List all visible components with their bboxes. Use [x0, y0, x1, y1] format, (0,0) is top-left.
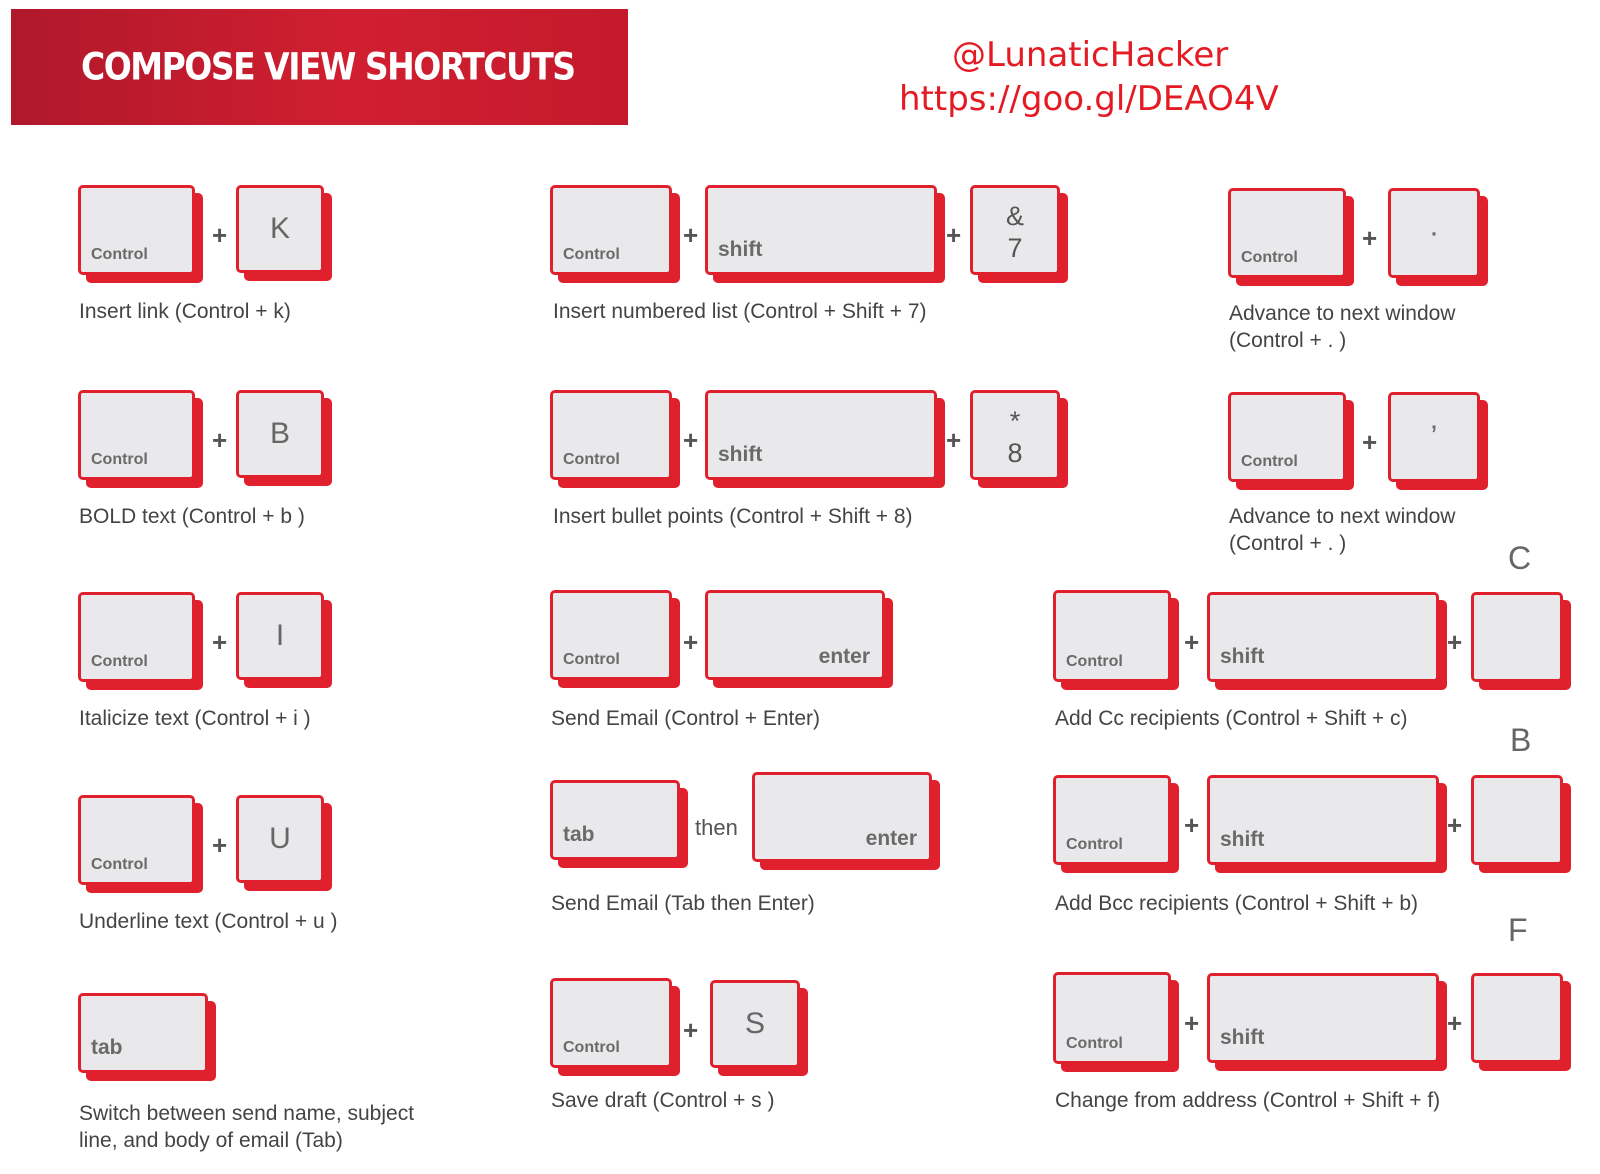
key-label: U: [269, 822, 291, 855]
shortcut-desc-bullet-points: Insert bullet points (Control + Shift + 8): [553, 505, 913, 528]
plus-sign: +: [683, 1015, 699, 1045]
u-key: [236, 795, 324, 883]
key-label: ·: [1429, 216, 1439, 249]
plus-sign: +: [946, 425, 962, 455]
shortcut-desc-send-tab-enter: Send Email (Tab then Enter): [551, 892, 815, 915]
shift-key: [1207, 973, 1439, 1063]
s-key: [710, 980, 800, 1068]
plus-sign: +: [1447, 1008, 1463, 1038]
enter-key: [752, 772, 932, 862]
shortcut-desc-next-window-2b: (Control + . ): [1229, 532, 1347, 555]
key-label: Control: [563, 451, 620, 468]
key-shift-char: &: [1005, 201, 1024, 231]
tab-key: [78, 993, 208, 1073]
control-key: [78, 185, 195, 275]
control-key: [1053, 972, 1171, 1064]
key-label: Control: [91, 246, 148, 263]
key-label: [973, 405, 1057, 469]
key-label: tab: [91, 1036, 123, 1059]
key-label: tab: [563, 823, 595, 846]
source-link: https://goo.gl/DEAO4V: [899, 79, 1279, 119]
key-label: Control: [1241, 453, 1298, 470]
shortcut-desc-send-enter: Send Email (Control + Enter): [551, 707, 821, 730]
tab-key: [550, 780, 680, 860]
plus-sign: +: [212, 220, 228, 250]
side-letter-b: B: [1510, 722, 1532, 758]
k-key: [236, 185, 324, 273]
key-label: enter: [818, 645, 870, 668]
key-label: enter: [865, 827, 917, 850]
key-label: shift: [1220, 828, 1265, 851]
key-label: shift: [1220, 645, 1265, 668]
key-label: Control: [563, 651, 620, 668]
shortcut-desc-switch-line1: Switch between send name, subject: [79, 1102, 415, 1125]
key-label: shift: [718, 238, 763, 261]
control-key: [78, 592, 195, 682]
title-banner: [11, 9, 628, 125]
shortcut-desc-switch-line2: line, and body of email (Tab): [79, 1129, 343, 1152]
c-key: [1471, 592, 1563, 682]
shift-key: [1207, 592, 1439, 682]
control-key: [550, 390, 672, 480]
control-key: [78, 795, 195, 885]
shortcut-desc-add-bcc: Add Bcc recipients (Control + Shift + b): [1055, 892, 1418, 915]
key-label: Control: [563, 1039, 620, 1056]
shortcut-desc-numbered-list: Insert numbered list (Control + Shift + 7): [553, 300, 927, 323]
shift-key: [705, 185, 937, 275]
b-key: [236, 390, 324, 478]
plus-sign: +: [1184, 810, 1200, 840]
shortcut-desc-add-cc: Add Cc recipients (Control + Shift + c): [1055, 707, 1408, 730]
key-label: Control: [91, 451, 148, 468]
shortcut-desc-italic: Italicize text (Control + i ): [79, 707, 311, 730]
period-key: [1388, 188, 1480, 278]
key-label: Control: [1066, 1035, 1123, 1052]
plus-sign: +: [683, 425, 699, 455]
key-label: [973, 200, 1057, 264]
plus-sign: +: [683, 627, 699, 657]
plus-sign: +: [1447, 810, 1463, 840]
plus-sign: +: [1362, 427, 1378, 457]
control-key: [550, 185, 672, 275]
shift-key: [705, 390, 937, 480]
key-shift-char: *: [1009, 406, 1021, 436]
f-key: [1471, 973, 1563, 1063]
shortcut-desc-bold: BOLD text (Control + b ): [79, 505, 305, 528]
shortcut-desc-next-window-1b: (Control + . ): [1229, 329, 1347, 352]
control-key: [1228, 392, 1346, 482]
i-key: [236, 592, 324, 680]
eight-key: [970, 390, 1060, 480]
author-handle: @LunaticHacker: [952, 35, 1229, 75]
plus-sign: +: [212, 425, 228, 455]
side-letter-c: C: [1508, 540, 1532, 576]
key-label: B: [269, 417, 290, 450]
key-label: I: [275, 619, 285, 652]
key-label: Control: [563, 246, 620, 263]
plus-sign: +: [946, 220, 962, 250]
key-label: S: [744, 1007, 765, 1040]
shortcut-desc-next-window-1a: Advance to next window: [1229, 302, 1456, 325]
key-label: Control: [91, 856, 148, 873]
control-key: [1228, 188, 1346, 278]
shortcut-desc-save-draft: Save draft (Control + s ): [551, 1089, 775, 1112]
shift-key: [1207, 775, 1439, 865]
key-label: Control: [91, 653, 148, 670]
seven-key: [970, 185, 1060, 275]
page-title: COMPOSE VIEW SHORTCUTS: [81, 45, 575, 89]
control-key: [550, 978, 672, 1068]
comma-key: [1388, 392, 1480, 482]
key-label: K: [269, 212, 290, 245]
plus-sign: +: [1184, 627, 1200, 657]
plus-sign: +: [1447, 627, 1463, 657]
control-key: [1053, 775, 1171, 865]
plus-sign: +: [212, 830, 228, 860]
shortcut-desc-underline: Underline text (Control + u ): [79, 910, 338, 933]
key-main-char: 8: [1007, 438, 1023, 468]
key-label: shift: [718, 443, 763, 466]
plus-sign: +: [683, 220, 699, 250]
key-label: Control: [1241, 249, 1298, 266]
plus-sign: +: [1362, 223, 1378, 253]
shortcut-desc-change-from: Change from address (Control + Shift + f): [1055, 1089, 1441, 1112]
control-key: [1053, 590, 1171, 682]
key-label: Control: [1066, 653, 1123, 670]
plus-sign: +: [212, 627, 228, 657]
enter-key: [705, 590, 885, 680]
control-key: [78, 390, 195, 480]
key-label: shift: [1220, 1026, 1265, 1049]
control-key: [550, 590, 672, 680]
b-key: [1471, 775, 1563, 865]
shortcut-desc-next-window-2a: Advance to next window: [1229, 505, 1456, 528]
plus-sign: +: [1184, 1008, 1200, 1038]
shortcut-desc-insert-link: Insert link (Control + k): [79, 300, 291, 323]
side-letter-f: F: [1508, 912, 1528, 948]
key-label: ’: [1430, 420, 1438, 453]
key-main-char: 7: [1007, 233, 1023, 263]
then-word: then: [695, 815, 738, 840]
key-label: Control: [1066, 836, 1123, 853]
